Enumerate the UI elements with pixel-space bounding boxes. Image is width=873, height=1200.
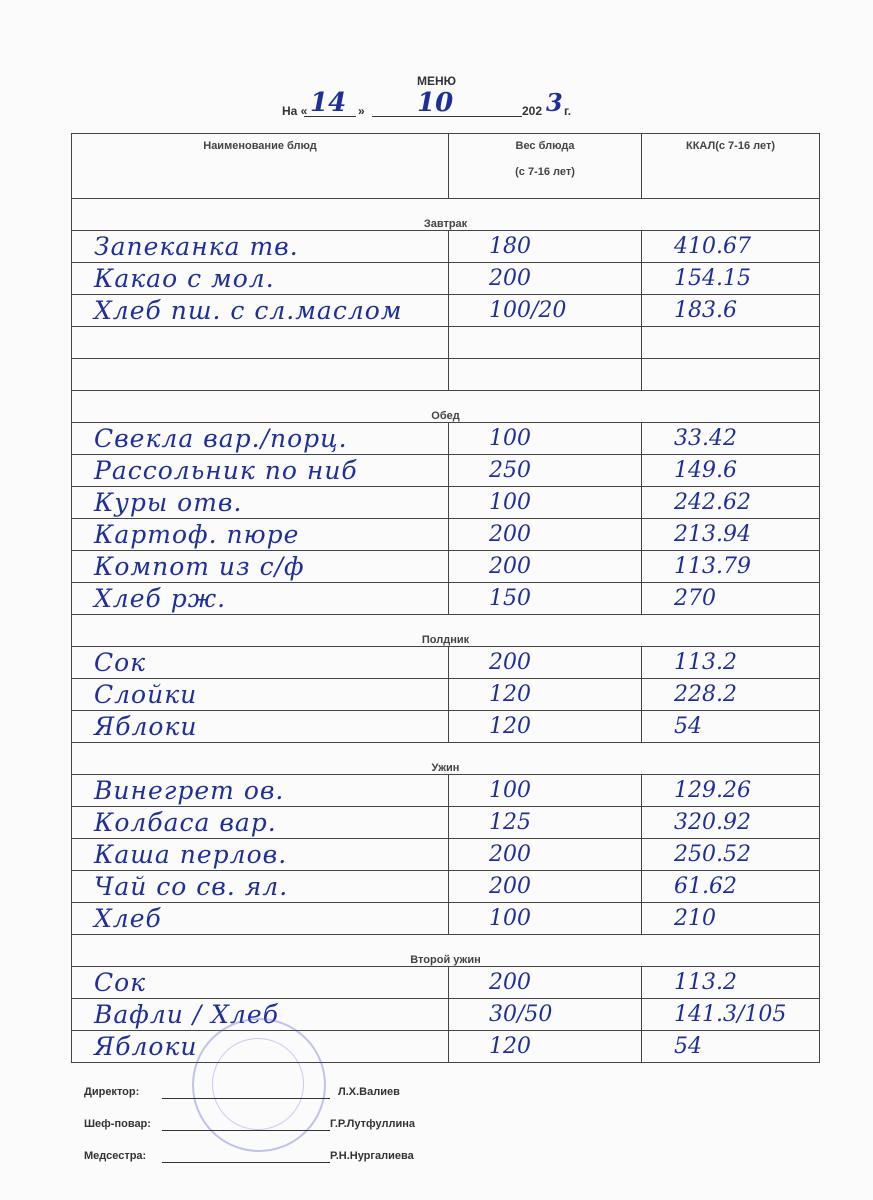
kcal-cell: 154.15 xyxy=(642,263,820,295)
signature-name: Р.Н.Нургалиева xyxy=(330,1150,414,1162)
weight-cell: 100 xyxy=(449,903,642,935)
dish-cell xyxy=(72,327,449,359)
weight-cell: 125 xyxy=(449,807,642,839)
section-title: Второй ужин xyxy=(72,935,820,967)
table-row xyxy=(72,807,820,839)
dish-cell: Хлеб пш. с сл.маслом xyxy=(72,295,449,327)
page-title: МЕНЮ xyxy=(416,74,457,88)
weight-cell xyxy=(449,359,642,391)
kcal-cell: 113.2 xyxy=(642,647,820,679)
date-line xyxy=(282,88,642,122)
table-row xyxy=(72,455,820,487)
kcal-cell: 33.42 xyxy=(642,423,820,455)
kcal-cell: 213.94 xyxy=(642,519,820,551)
weight-cell: 120 xyxy=(449,1031,642,1063)
dish-cell: Сок xyxy=(72,647,449,679)
section-title: Полдник xyxy=(72,615,820,647)
table-row xyxy=(72,263,820,295)
weight-cell: 200 xyxy=(449,647,642,679)
kcal-cell: 228.2 xyxy=(642,679,820,711)
weight-cell: 200 xyxy=(449,967,642,999)
signature-line xyxy=(84,1150,464,1166)
signature-underline xyxy=(162,1162,330,1163)
kcal-cell xyxy=(642,359,820,391)
weight-cell: 250 xyxy=(449,455,642,487)
kcal-cell: 141.3/105 xyxy=(642,999,820,1031)
date-day: 14 xyxy=(310,88,347,118)
weight-cell: 200 xyxy=(449,839,642,871)
table-row xyxy=(72,967,820,999)
table-row xyxy=(72,775,820,807)
date-month: 10 xyxy=(417,88,454,118)
kcal-cell: 320.92 xyxy=(642,807,820,839)
table-row xyxy=(72,295,820,327)
weight-cell: 30/50 xyxy=(449,999,642,1031)
kcal-cell: 54 xyxy=(642,711,820,743)
header-kcal: ККАЛ(с 7-16 лет) xyxy=(642,134,820,199)
table-row xyxy=(72,327,820,359)
signature-role: Медсестра: xyxy=(84,1150,147,1162)
header-dish: Наименование блюд xyxy=(72,134,449,199)
signature-name: Г.Р.Лутфуллина xyxy=(330,1118,415,1130)
dish-cell: Какао с мол. xyxy=(72,263,449,295)
dish-cell: Сок xyxy=(72,967,449,999)
kcal-cell: 270 xyxy=(642,583,820,615)
header-weight: Вес блюда (с 7-16 лет) xyxy=(449,134,642,199)
weight-cell: 100 xyxy=(449,487,642,519)
kcal-cell: 250.52 xyxy=(642,839,820,871)
weight-cell: 200 xyxy=(449,551,642,583)
dish-cell: Винегрет ов. xyxy=(72,775,449,807)
dish-cell: Хлеб xyxy=(72,903,449,935)
weight-cell: 120 xyxy=(449,711,642,743)
date-prefix: На « xyxy=(282,104,308,118)
kcal-cell: 61.62 xyxy=(642,871,820,903)
date-month-underline xyxy=(372,116,522,117)
weight-cell xyxy=(449,327,642,359)
table-row xyxy=(72,711,820,743)
kcal-cell: 129.26 xyxy=(642,775,820,807)
dish-cell: Каша перлов. xyxy=(72,839,449,871)
date-suffix: г. xyxy=(564,104,572,118)
signature-underline xyxy=(162,1098,330,1099)
signature-line xyxy=(84,1086,464,1102)
kcal-cell: 149.6 xyxy=(642,455,820,487)
date-day-underline xyxy=(304,116,356,117)
signature-name: Л.Х.Валиев xyxy=(338,1086,400,1098)
dish-cell: Вафли / Хлеб xyxy=(72,999,449,1031)
kcal-cell: 113.79 xyxy=(642,551,820,583)
weight-cell: 150 xyxy=(449,583,642,615)
date-year-digit: 3 xyxy=(546,88,563,117)
menu-table xyxy=(71,133,820,1063)
signature-line xyxy=(84,1118,464,1134)
table-header-row xyxy=(72,134,820,199)
weight-cell: 180 xyxy=(449,231,642,263)
date-year-prefix: 202 xyxy=(522,104,543,118)
table-row xyxy=(72,551,820,583)
table-row xyxy=(72,1031,820,1063)
signature-underline xyxy=(162,1130,330,1131)
dish-cell: Запеканка тв. xyxy=(72,231,449,263)
section-row xyxy=(72,935,820,967)
dish-cell: Свекла вар./порц. xyxy=(72,423,449,455)
section-row xyxy=(72,199,820,231)
kcal-cell: 183.6 xyxy=(642,295,820,327)
kcal-cell: 410.67 xyxy=(642,231,820,263)
kcal-cell: 113.2 xyxy=(642,967,820,999)
section-row xyxy=(72,743,820,775)
table-row xyxy=(72,871,820,903)
dish-cell: Яблоки xyxy=(72,711,449,743)
dish-cell: Картоф. пюре xyxy=(72,519,449,551)
dish-cell: Колбаса вар. xyxy=(72,807,449,839)
section-row xyxy=(72,615,820,647)
weight-cell: 200 xyxy=(449,519,642,551)
section-row xyxy=(72,391,820,423)
dish-cell: Хлеб рж. xyxy=(72,583,449,615)
kcal-cell xyxy=(642,327,820,359)
table-row xyxy=(72,487,820,519)
kcal-cell: 210 xyxy=(642,903,820,935)
table-row xyxy=(72,679,820,711)
table-row xyxy=(72,903,820,935)
dish-cell: Слойки xyxy=(72,679,449,711)
table-row xyxy=(72,519,820,551)
weight-cell: 100 xyxy=(449,775,642,807)
signature-role: Шеф-повар: xyxy=(84,1118,151,1130)
weight-cell: 200 xyxy=(449,871,642,903)
signature-role: Директор: xyxy=(84,1086,140,1098)
section-title: Обед xyxy=(72,391,820,423)
dish-cell: Чай со св. ял. xyxy=(72,871,449,903)
table-row xyxy=(72,359,820,391)
weight-cell: 100 xyxy=(449,423,642,455)
dish-cell xyxy=(72,359,449,391)
dish-cell: Компот из с/ф xyxy=(72,551,449,583)
kcal-cell: 242.62 xyxy=(642,487,820,519)
kcal-cell: 54 xyxy=(642,1031,820,1063)
dish-cell: Рассольник по ниб xyxy=(72,455,449,487)
weight-cell: 100/20 xyxy=(449,295,642,327)
date-mid: » xyxy=(358,104,365,118)
table-row xyxy=(72,999,820,1031)
table-row xyxy=(72,647,820,679)
weight-cell: 200 xyxy=(449,263,642,295)
table-row xyxy=(72,231,820,263)
table-row xyxy=(72,423,820,455)
table-row xyxy=(72,839,820,871)
dish-cell: Яблоки xyxy=(72,1031,449,1063)
section-title: Ужин xyxy=(72,743,820,775)
official-stamp-inner xyxy=(212,1038,304,1130)
weight-cell: 120 xyxy=(449,679,642,711)
section-title: Завтрак xyxy=(72,199,820,231)
table-row xyxy=(72,583,820,615)
dish-cell: Куры отв. xyxy=(72,487,449,519)
